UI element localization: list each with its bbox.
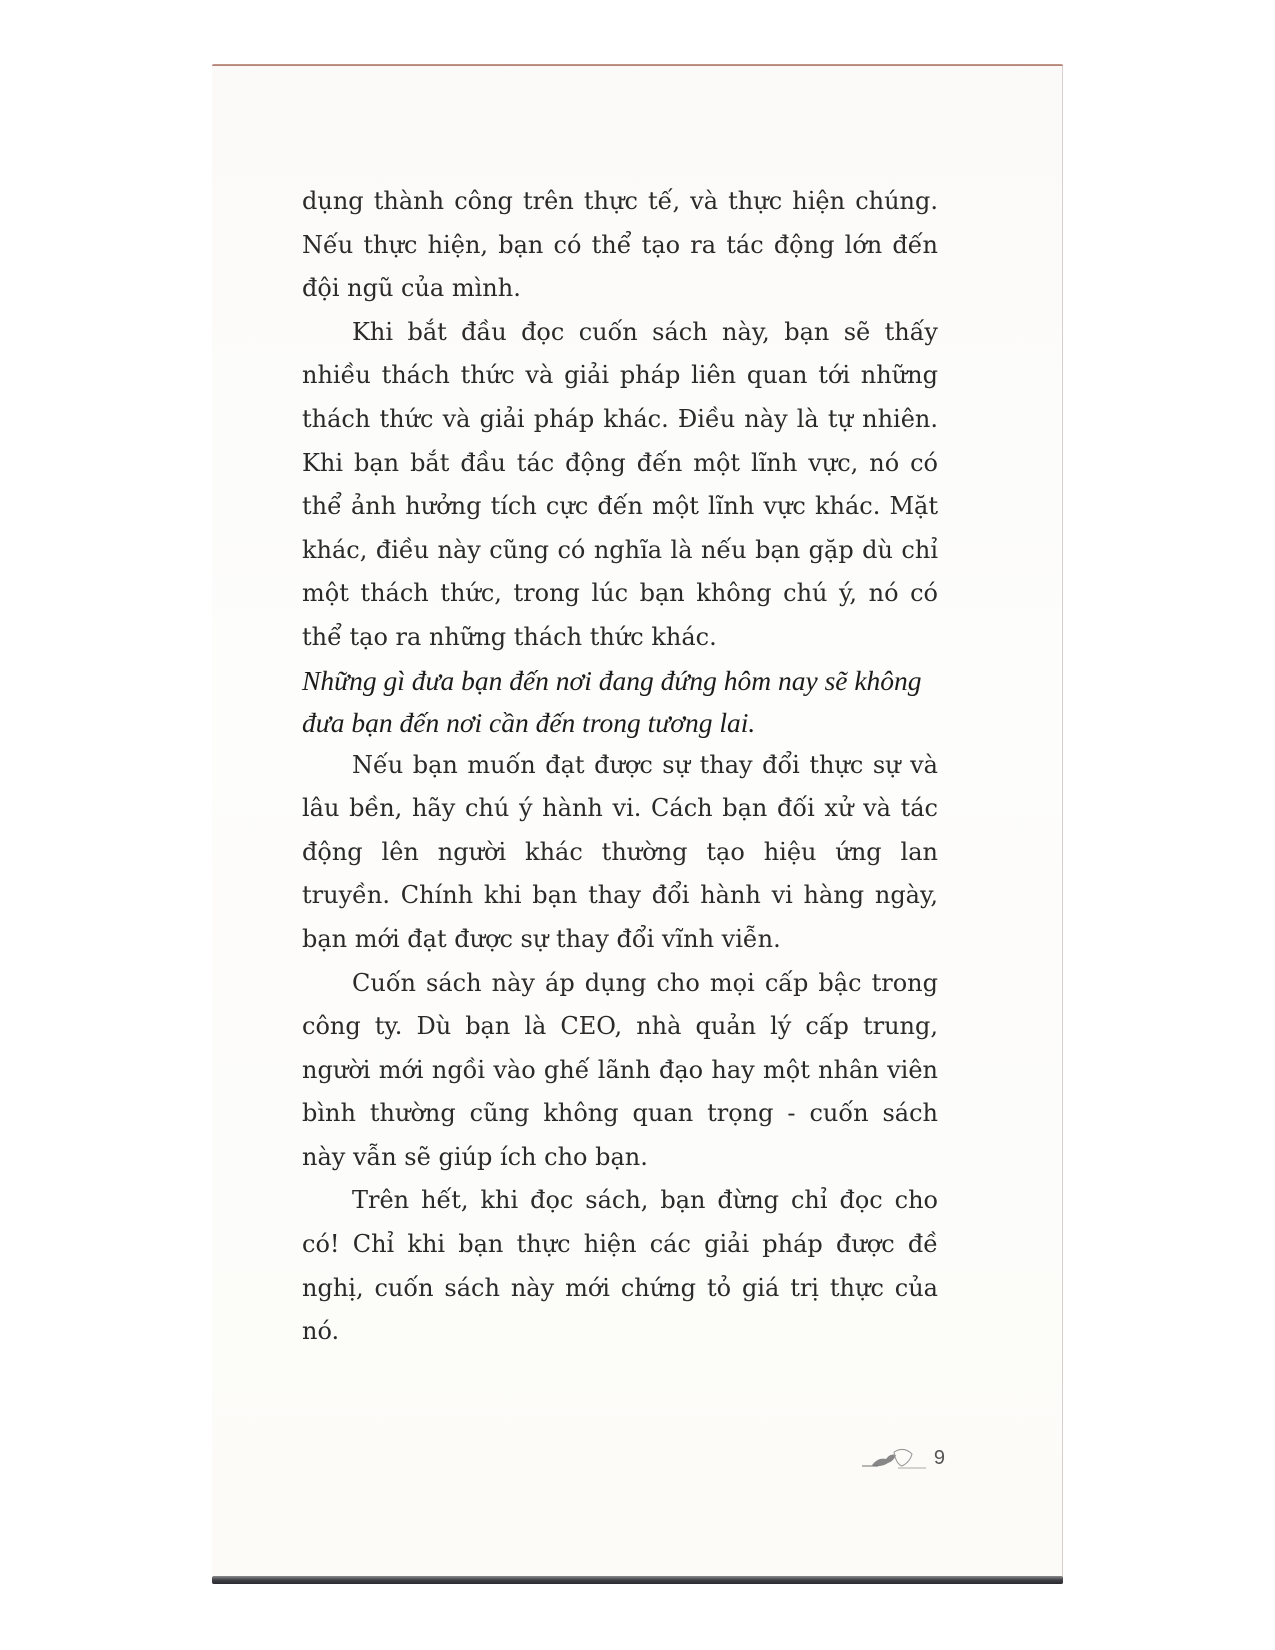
paragraph: dụng thành công trên thực tế, và thực hiện chúng. Nếu thực hiện, bạn có thể tạo ra tác động lớn đến đội ngũ của mình. <box>302 187 938 303</box>
pull-quote: Những gì đưa bạn đến nơi đang đứng hôm nay sẽ không đưa bạn đến nơi cần đến trong tương lai. <box>302 664 922 738</box>
paragraph: Cuốn sách này áp dụng cho mọi cấp bậc trong công ty. Dù bạn là CEO, nhà quản lý cấp trung, người mới ngồi vào ghế lãnh đạo hay một nhân viên bình thường cũng không quan trọng - cuốn sách này vẫn sẽ giúp ích cho bạn. <box>302 968 938 1171</box>
paragraph: Khi bắt đầu đọc cuốn sách này, bạn sẽ thấy nhiều thách thức và giải pháp liên quan tới những thách thức và giải pháp khác. Điều này là tự nhiên. Khi bạn bắt đầu tác động đến một lĩnh vực, nó có thể ảnh hưởng tích cực đến một lĩnh vực khác. Mặt khác, điều này cũng có nghĩa là nếu bạn gặp dù chỉ một thách thức, trong lúc bạn không chú ý, nó có thể tạo ra những thách thức khác. <box>302 317 938 651</box>
paragraph: Nếu bạn muốn đạt được sự thay đổi thực sự và lâu bền, hãy chú ý hành vi. Cách bạn đối xử và tác động lên người khác thường tạo hiệu ứng lan truyền. Chính khi bạn thay đổi hành vi hàng ngày, bạn mới đạt được sự thay đổi vĩnh viễn. <box>302 750 938 953</box>
page-number: 9 <box>933 1446 945 1469</box>
decorative-vignette-icon <box>858 1444 928 1472</box>
page-bottom-edge <box>212 1576 1063 1584</box>
page-footer <box>835 1438 945 1478</box>
paragraph: Trên hết, khi đọc sách, bạn đừng chỉ đọc cho có! Chỉ khi bạn thực hiện các giải pháp được đề nghị, cuốn sách này mới chứng tỏ giá trị thực của nó. <box>302 1186 938 1346</box>
body-text <box>302 180 938 1354</box>
